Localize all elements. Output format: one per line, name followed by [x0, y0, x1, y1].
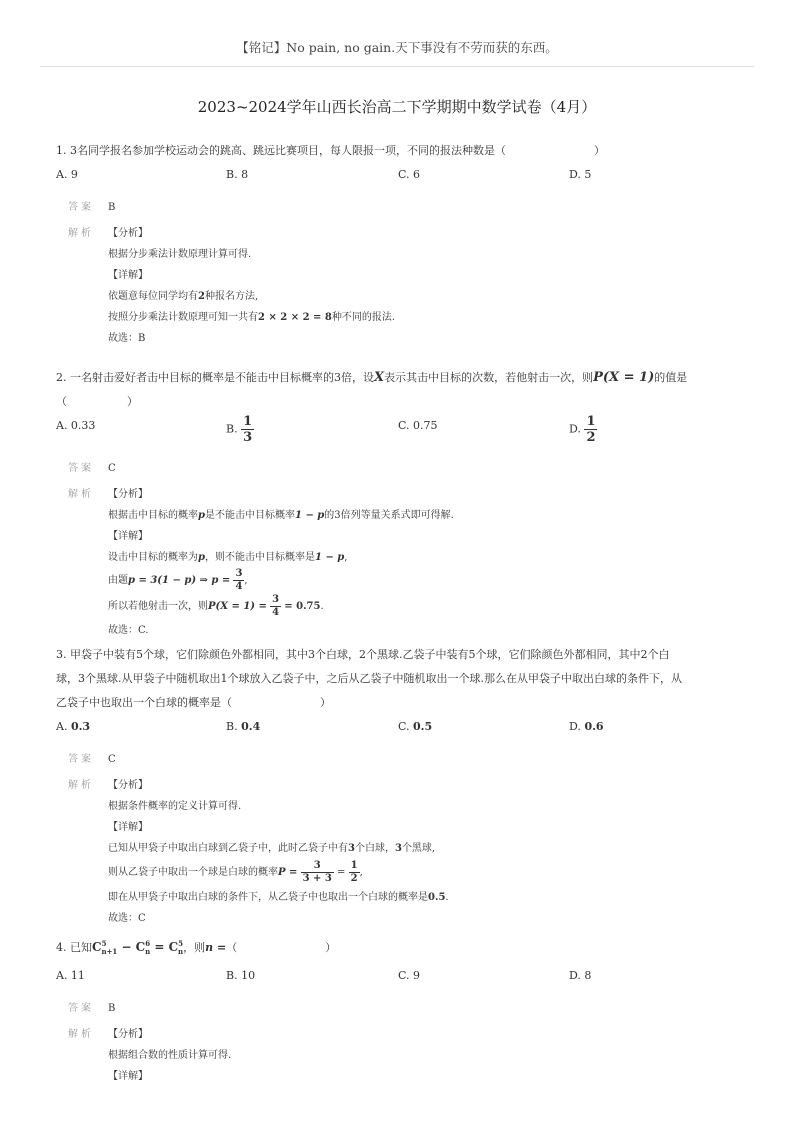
answer-value: C	[108, 463, 116, 474]
answer-block	[56, 458, 746, 641]
option-a: A. 0.33	[56, 419, 96, 432]
answer-row	[56, 197, 746, 218]
analysis-row	[56, 223, 746, 244]
solution-line: 设击中目标的概率为p，则不能击中目标概率是1 − p,	[108, 552, 348, 563]
options	[56, 964, 746, 988]
fenxi-text: 根据条件概率的定义计算可得.	[108, 801, 242, 812]
question-stem: 1. 3名同学报名参加学校运动会的跳高、跳远比赛项目，每人限报一项，不同的报法种数是（	[56, 144, 506, 157]
option-d: D. 0.6	[569, 720, 604, 733]
options	[56, 715, 746, 739]
solution-line: 依题意每位同学均有2种报名方法,	[108, 291, 259, 302]
fenxi-text: 根据分步乘法计数原理计算可得.	[108, 249, 252, 260]
solution-line: 即在从甲袋子中取出白球的条件下，从乙袋子中也取出一个白球的概率是0.5.	[108, 892, 449, 903]
option-d: D. 5	[569, 168, 592, 181]
analysis-label: 解析	[68, 228, 94, 239]
option-d: D. $\frac{1}{2}$	[569, 414, 596, 445]
question-1	[56, 139, 746, 349]
option-c: C. 9	[398, 969, 421, 983]
answer-value: B	[108, 1003, 116, 1015]
choice-line: 故选：B	[108, 333, 146, 344]
page-motto: 【铭记】No pain, no gain.天下事没有不劳而获的东西。	[236, 40, 558, 55]
answer-row: 答案 B	[68, 1003, 116, 1015]
choice-line: 故选：C.	[108, 625, 149, 636]
solution-line: 已知从甲袋子中取出白球到乙袋子中，此时乙袋子中有3个白球，3个黑球,	[108, 843, 436, 854]
option-b: B. 8	[226, 168, 249, 181]
option-a: A. 0.3	[56, 720, 91, 733]
fenxi-text: 根据击中目标的概率p是不能击中目标概率1 − p的3倍列等量关系式即可得解.	[108, 510, 454, 521]
option-a: A. 11	[56, 969, 85, 983]
question-text	[56, 139, 746, 163]
question-3	[56, 643, 746, 929]
option-c: C. 6	[398, 168, 421, 181]
option-c: C. 0.75	[398, 419, 438, 432]
analysis-row: 解析 【分析】	[68, 780, 148, 791]
answer-label: 答案	[68, 202, 94, 213]
solution-line: 按照分步乘法计数原理可知一共有2 × 2 × 2 = 8种不同的报法.	[108, 312, 396, 323]
answer-value: C	[108, 754, 116, 765]
solution-line: 所以若他射击一次，则P(X = 1) = $\frac{3}{4}$ = 0.75.	[108, 594, 324, 618]
option-b: B. $\frac{1}{3}$	[226, 414, 253, 445]
answer-block	[56, 197, 746, 349]
question-text: 4. 已知$C^5_{n+1} - C^6_n = C^5_n$，则n =（ ）	[56, 939, 337, 957]
analysis-row: 解析 【分析】	[68, 1029, 148, 1041]
answer-row: 答案 C	[68, 754, 116, 765]
choice-line: 故选：C	[108, 913, 146, 924]
option-d: D. 8	[569, 969, 592, 983]
question-2	[56, 366, 746, 641]
solution-line: 则从乙袋子中取出一个球是白球的概率P = $\frac{3}{3 + 3}$ = $\frac{1}{2}$ ,	[108, 860, 363, 884]
close-paren: ）	[594, 144, 605, 157]
option-c: C. 0.5	[398, 720, 433, 733]
header-divider	[40, 66, 754, 67]
analysis-row: 解析 【分析】	[68, 489, 148, 500]
question-paren: （ ）	[56, 395, 138, 408]
xiangjie-heading: 【详解】	[108, 1071, 148, 1083]
answer-block	[56, 749, 746, 929]
option-b: B. 0.4	[226, 720, 261, 733]
answer-block	[56, 998, 746, 1087]
option-b: B. 10	[226, 969, 256, 983]
options	[56, 163, 746, 187]
fenxi-heading: 【分析】	[108, 228, 148, 239]
question-4	[56, 932, 746, 1087]
question-text: 2. 一名射击爱好者击中目标的概率是不能击中目标概率的3倍，设X表示其击中目标的次数，若他射击一次，则P(X = 1)的值是	[56, 370, 688, 385]
xiangjie-heading: 【详解】	[108, 822, 148, 833]
fenxi-text: 根据组合数的性质计算可得.	[108, 1050, 232, 1062]
xiangjie-heading: 【详解】	[108, 531, 148, 542]
answer-value: B	[108, 202, 116, 213]
question-text: 3. 甲袋子中装有5个球，它们除颜色外都相同，其中3个白球，2个黑球.乙袋子中装有5个球，它们除颜色外都相同，其中2个白 球，3个黑球.从甲袋子中随机取出1个球放入乙袋子中，之后从乙袋子中随机取出一个球.那么在从甲袋子中取出白球的条件下，从 乙袋子中也取出一个白球的概率是（ ）	[56, 648, 682, 709]
xiangjie-heading: 【详解】	[108, 270, 148, 281]
options	[56, 414, 746, 446]
solution-line: 由题p = 3(1 − p) ⇒ p = $\frac{3}{4}$ ,	[108, 568, 248, 592]
answer-row: 答案 C	[68, 463, 116, 474]
page-title: 2023~2024学年山西长治高二下学期期中数学试卷（4月）	[197, 98, 597, 116]
option-a: A. 9	[56, 168, 78, 181]
